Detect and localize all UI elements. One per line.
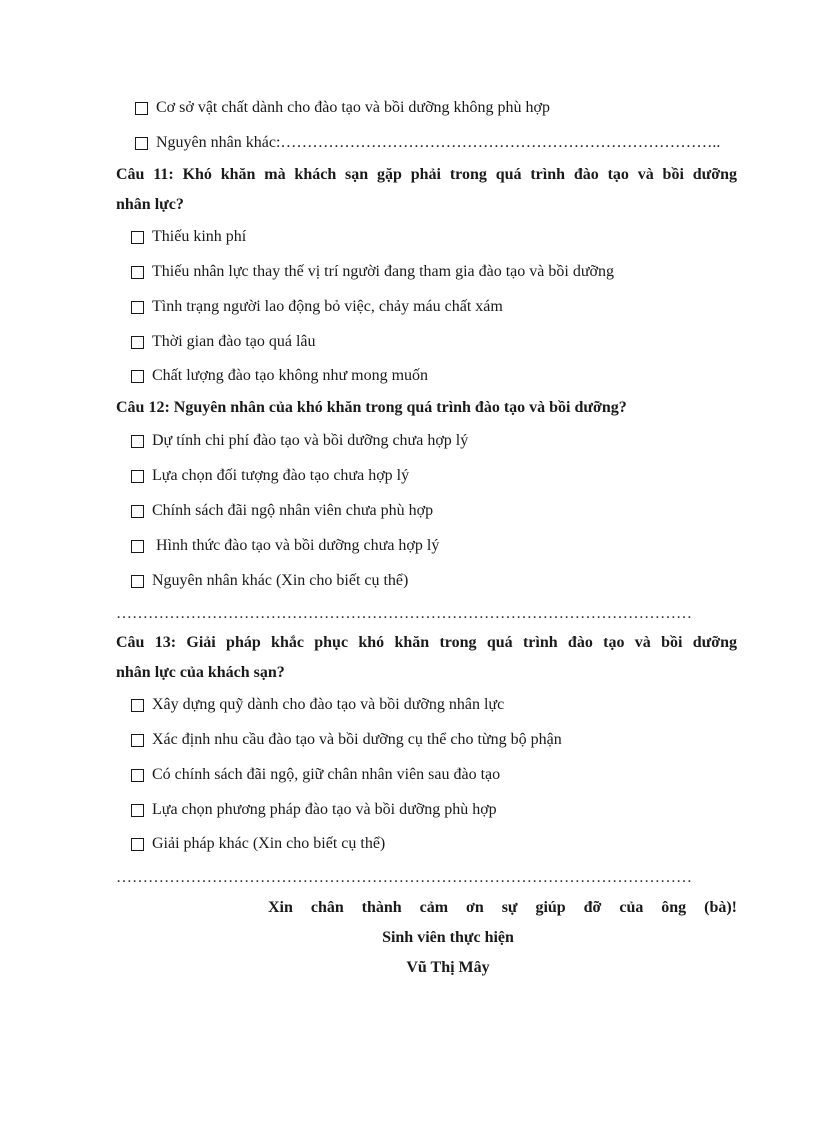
checkbox-icon[interactable] bbox=[131, 370, 144, 383]
checkbox-icon[interactable] bbox=[131, 301, 144, 314]
q11-option-2[interactable] bbox=[131, 262, 614, 282]
q13-option-2[interactable] bbox=[131, 730, 562, 750]
q12-answer-dots[interactable]: ……………………………………………………………………………………………… bbox=[116, 605, 692, 622]
q11-option-3[interactable] bbox=[131, 297, 503, 317]
checkbox-icon[interactable] bbox=[131, 575, 144, 588]
option-label: Giải pháp khác (Xin cho biết cụ thể) bbox=[152, 835, 386, 852]
q13-option-3[interactable] bbox=[131, 765, 500, 785]
option-label: Hình thức đào tạo và bồi dưỡng chưa hợp lý bbox=[152, 537, 440, 554]
option-label: Thiếu kinh phí bbox=[152, 228, 247, 245]
q12-title: Câu 12: Nguyên nhân của khó khăn trong quá trình đào tạo và bồi dưỡng? bbox=[116, 399, 627, 416]
option-label: Chính sách đãi ngộ nhân viên chưa phù hợp bbox=[152, 502, 434, 519]
q12-option-5[interactable] bbox=[131, 571, 408, 591]
option-label: Cơ sở vật chất dành cho đào tạo và bồi dưỡng không phù hợp bbox=[156, 99, 551, 116]
option-label: Có chính sách đãi ngộ, giữ chân nhân viên sau đào tạo bbox=[152, 766, 501, 783]
checkbox-icon[interactable] bbox=[131, 505, 144, 518]
option-label: Xác định nhu cầu đào tạo và bồi dưỡng cụ thể cho từng bộ phận bbox=[152, 731, 562, 748]
checkbox-icon[interactable] bbox=[131, 769, 144, 782]
option-label: Thời gian đào tạo quá lâu bbox=[152, 333, 316, 350]
q13-title-line2: nhân lực của khách sạn? bbox=[116, 664, 285, 681]
checkbox-icon[interactable] bbox=[131, 470, 144, 483]
checkbox-icon[interactable] bbox=[131, 435, 144, 448]
q12-option-1[interactable] bbox=[131, 431, 468, 451]
q13-option-1[interactable] bbox=[131, 695, 504, 715]
q12-option-4[interactable] bbox=[131, 536, 439, 556]
checkbox-icon[interactable] bbox=[131, 336, 144, 349]
option-label: Chất lượng đào tạo không như mong muốn bbox=[152, 367, 429, 384]
closing-thanks: Xin chân thành cảm ơn sự giúp đỡ của ông (bà)! bbox=[268, 899, 737, 916]
q11-title-line2: nhân lực? bbox=[116, 196, 184, 213]
checkbox-icon[interactable] bbox=[131, 231, 144, 244]
q11-option-4[interactable] bbox=[131, 332, 316, 352]
option-label: Thiếu nhân lực thay thế vị trí người đang tham gia đào tạo và bồi dưỡng bbox=[152, 263, 614, 280]
checkbox-icon[interactable] bbox=[135, 102, 148, 115]
option-label: Lựa chọn phương pháp đào tạo và bồi dưỡng phù hợp bbox=[152, 801, 497, 818]
q13-answer-dots[interactable]: ……………………………………………………………………………………………… bbox=[116, 869, 692, 886]
option-label: Lựa chọn đối tượng đào tạo chưa hợp lý bbox=[152, 467, 410, 484]
checkbox-icon[interactable] bbox=[131, 804, 144, 817]
checkbox-icon[interactable] bbox=[131, 699, 144, 712]
closing-name: Vũ Thị Mây bbox=[406, 959, 490, 976]
option-label: Tình trạng người lao động bỏ việc, chảy máu chất xám bbox=[152, 298, 503, 315]
q10-option-facilities[interactable] bbox=[135, 98, 550, 118]
q11-option-1[interactable] bbox=[131, 227, 246, 247]
checkbox-icon[interactable] bbox=[131, 266, 144, 279]
closing-role: Sinh viên thực hiện bbox=[382, 929, 514, 946]
checkbox-icon[interactable] bbox=[131, 734, 144, 747]
q11-title-line1: Câu 11: Khó khăn mà khách sạn gặp phải trong quá trình đào tạo và bồi dưỡng bbox=[116, 166, 737, 183]
checkbox-icon[interactable] bbox=[131, 540, 144, 553]
q11-option-5[interactable] bbox=[131, 366, 428, 386]
option-label: Nguyên nhân khác:……………………………………………………………………….. bbox=[156, 134, 721, 151]
q13-option-4[interactable] bbox=[131, 800, 497, 820]
q12-option-3[interactable] bbox=[131, 501, 433, 521]
q12-option-2[interactable] bbox=[131, 466, 409, 486]
q13-title-line1: Câu 13: Giải pháp khắc phục khó khăn trong quá trình đào tạo và bồi dưỡng bbox=[116, 634, 737, 651]
q13-option-5[interactable] bbox=[131, 834, 385, 854]
option-label: Nguyên nhân khác (Xin cho biết cụ thể) bbox=[152, 572, 409, 589]
option-label: Dự tính chi phí đào tạo và bồi dưỡng chưa hợp lý bbox=[152, 432, 469, 449]
checkbox-icon[interactable] bbox=[135, 137, 148, 150]
q10-option-other[interactable] bbox=[135, 133, 720, 153]
checkbox-icon[interactable] bbox=[131, 838, 144, 851]
option-label: Xây dựng quỹ dành cho đào tạo và bồi dưỡng nhân lực bbox=[152, 696, 505, 713]
